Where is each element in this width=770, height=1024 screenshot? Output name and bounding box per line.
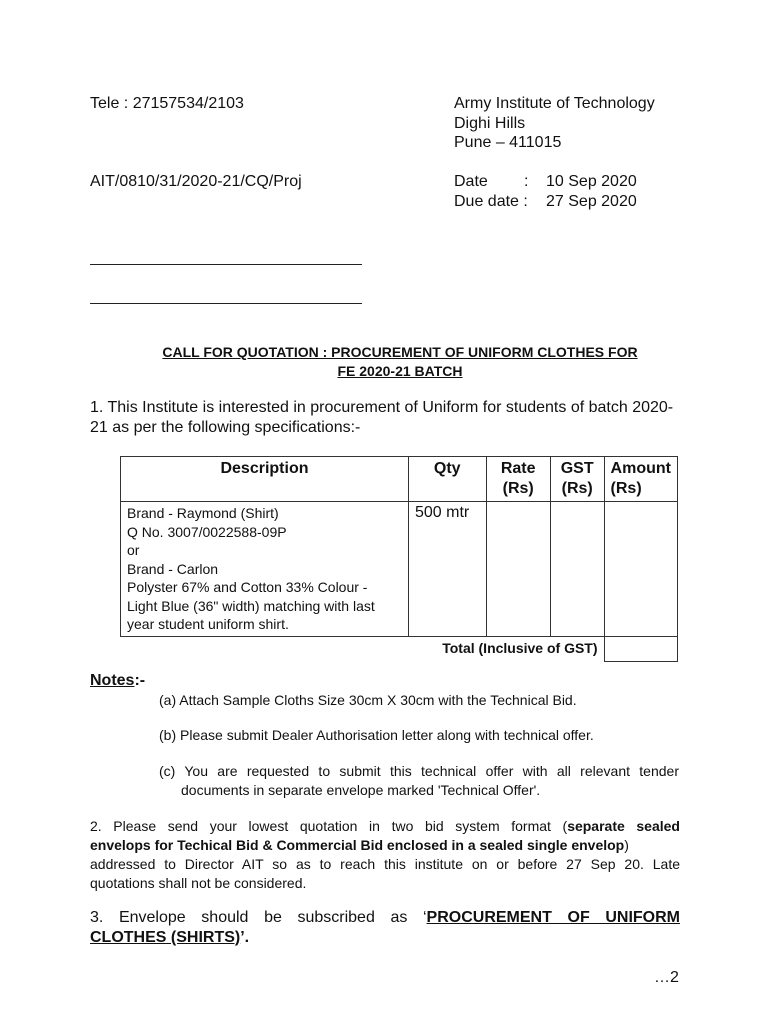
total-amount [604, 636, 677, 661]
blank-line [90, 264, 362, 265]
header-amount-label: Amount [610, 460, 671, 477]
paragraph-line [90, 908, 680, 928]
header-qty: Qty [408, 457, 486, 502]
title-line: FE 2020-21 BATCH [337, 363, 463, 379]
date-block [454, 172, 694, 211]
note-b: (b) Please submit Dealer Authorisation letter along with technical offer. [159, 727, 594, 743]
paragraph-line: 21 as per the following specifications:- [90, 418, 361, 436]
header-description: Description [121, 457, 409, 502]
header-gst-unit: (Rs) [561, 480, 593, 497]
org-city: Pune – 411015 [454, 134, 562, 151]
telephone: Tele : 27157534/2103 [90, 95, 244, 112]
paragraph-emphasis: envelops for Techical Bid & Commercial Bid enclosed in a sealed single envelop [90, 837, 625, 853]
reference-number: AIT/0810/31/2020-21/CQ/Proj [90, 173, 302, 190]
notes-heading-suffix: :- [134, 672, 146, 689]
paragraph-text: 3. Envelope should be subscribed as ‘ [90, 909, 427, 926]
paragraph-text: ) [624, 837, 629, 853]
note-c [159, 762, 679, 800]
paragraph-text: ’. [240, 928, 250, 946]
paragraph-emphasis: separate sealed [567, 818, 680, 834]
item-gst [550, 502, 604, 637]
paragraph-emphasis: PROCUREMENT OF UNIFORM [426, 909, 680, 926]
description-line: or [127, 542, 140, 558]
paragraph-3 [90, 908, 680, 947]
paragraph-line [90, 836, 680, 855]
header-rate-unit: (Rs) [502, 480, 534, 497]
total-label: Total (Inclusive of GST) [121, 636, 605, 661]
page-continuation-marker: …2 [654, 969, 679, 986]
paragraph-emphasis: CLOTHES (SHIRTS) [90, 928, 241, 946]
header-amount-unit: (Rs) [610, 480, 642, 497]
table-row [121, 502, 678, 637]
org-name: Army Institute of Technology [454, 95, 655, 112]
note-c-line: (c) You are requested to submit this technical offer with all relevant tender [159, 763, 679, 779]
description-line: Brand - Carlon [127, 560, 219, 577]
description-line: Polyster 67% and Cotton 33% Colour - [127, 579, 368, 595]
header-gst [550, 457, 604, 502]
blank-line [90, 303, 362, 304]
description-line: Q No. 3007/0022588-09P [127, 523, 287, 540]
paragraph-line: quotations shall not be considered. [90, 875, 307, 891]
date-label: Date [454, 173, 488, 190]
paragraph-text: 2. Please send your lowest quotation in two bid system format ( [90, 818, 568, 834]
item-rate [486, 502, 550, 637]
item-qty: 500 mtr [408, 502, 486, 637]
note-a: (a) Attach Sample Cloths Size 30cm X 30cm with the Technical Bid. [159, 692, 577, 708]
paragraph-line: 1. This Institute is interested in procurement of Uniform for students of batch 2020- [90, 399, 674, 416]
date-separator: : [524, 173, 529, 190]
due-date-value: 27 Sep 2020 [546, 192, 637, 210]
description-line: Brand - Raymond (Shirt) [127, 505, 279, 521]
address-block [454, 94, 655, 153]
org-address-line: Dighi Hills [454, 114, 526, 132]
specification-table [120, 456, 678, 662]
due-date-label: Due date : [454, 192, 528, 210]
header-gst-label: GST [560, 460, 594, 477]
title-line: CALL FOR QUOTATION : PROCUREMENT OF UNIFORM CLOTHES FOR [162, 344, 638, 360]
paragraph-2 [90, 817, 680, 893]
paragraph-line: addressed to Director AIT so as to reach this institute on or before 27 Sep 20. Late [90, 856, 680, 872]
table-header-row [121, 457, 678, 502]
header-amount [604, 457, 677, 502]
header-rate [486, 457, 550, 502]
description-line: year student uniform shirt. [127, 616, 289, 632]
paragraph-line [90, 928, 680, 948]
item-amount [604, 502, 677, 637]
date-value: 10 Sep 2020 [546, 173, 637, 190]
table-total-row [121, 636, 678, 661]
header-rate-label: Rate [500, 460, 536, 477]
document-title [90, 343, 710, 381]
note-c-line: documents in separate envelope marked 'Technical Offer'. [181, 782, 541, 798]
item-description [121, 502, 409, 637]
description-line: Light Blue (36" width) matching with last [127, 597, 375, 614]
paragraph-line [90, 817, 680, 836]
paragraph-1 [90, 398, 690, 437]
notes-heading-text: Notes [90, 672, 135, 689]
notes-heading [90, 672, 145, 690]
